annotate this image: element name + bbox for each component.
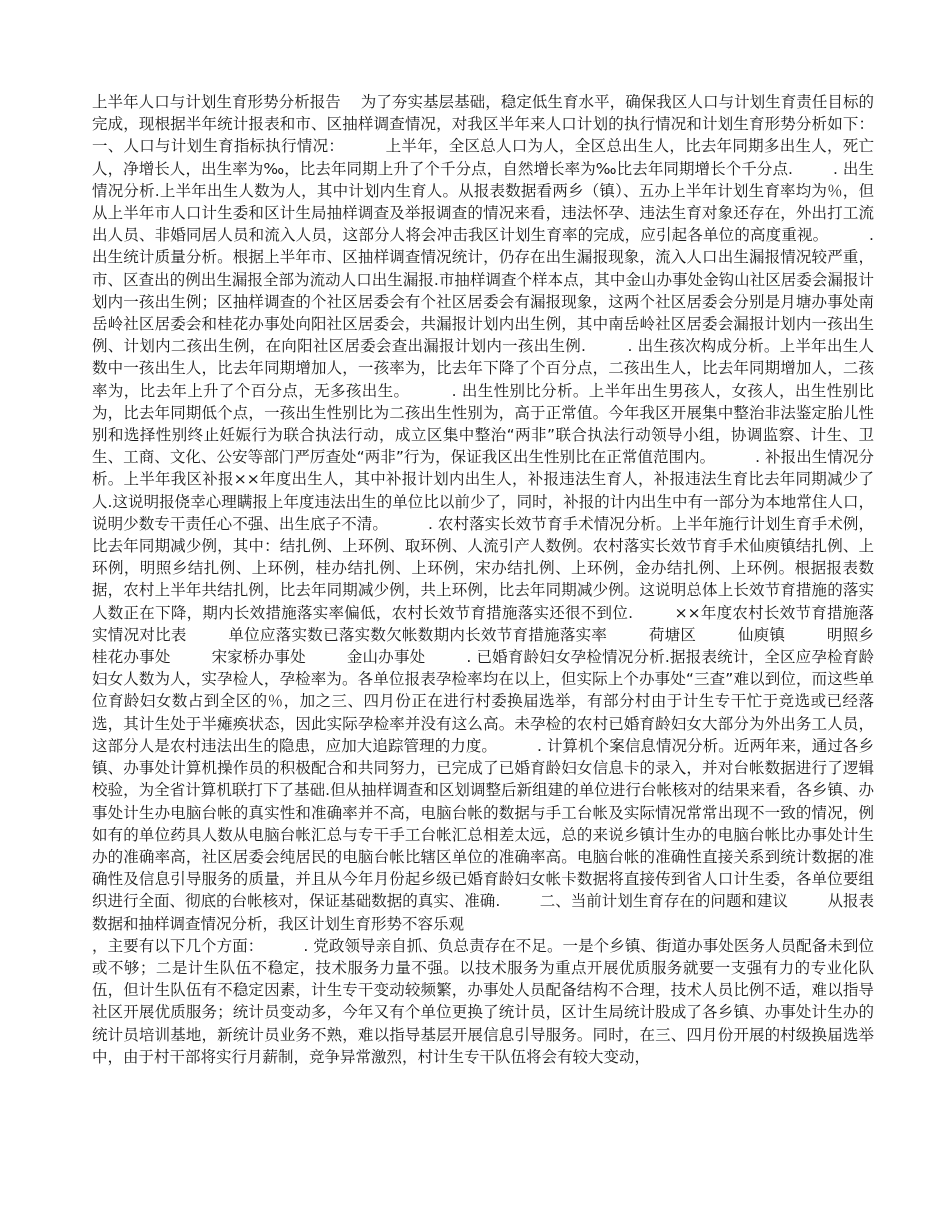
body-paragraph: 上半年人口与计划生育形势分析报告 为了夯实基层基础，稳定低生育水平，确保我区人口与计划生育责任目标的完成，现根据半年统计报表和市、区抽样调查情况，对我区半年来人口计划的执行情况和计划生育形势分析如下： 一、人口与计划生育指标执行情况： 上半年，全区总人口为人，全区总出生人，比去年同期多出生人，死亡人，净增长人，出生率为‰，比去年同期上升了个千分点，自然增长率为‰比去年同期增长个千分点. . 出生情况分析.上半年出生人数为人，其中计划内生育人。从报表数据看两乡（镇）、五办上半年计划生育率均为％，但从上半年市人口计生委和区计生局抽样调查及举报调查的情况来看，违法怀孕、违法生育对象还存在，外出打工流出人员、非婚同居人员和流入人员，这部分人将会冲击我区计划生育率的完成，应引起各单位的高度重视。 . 出生统计质量分析。根据上半年市、区抽样调查情况统计，仍存在出生漏报现象，流入人口出生漏报情况较严重，市、区查出的例出生漏报全部为流动人口出生漏报.市抽样调查个样本点，其中金山办事处金钩山社区居委会漏报计划内一孩出生例；区抽样调查的个社区居委会有个社区居委会有漏报现象，这两个社区居委会分别是月塘办事处南岳岭社区居委会和桂花办事处向阳社区居委会，共漏报计划内出生例，其中南岳岭社区居委会漏报计划内一孩出生例、计划内二孩出生例，在向阳社区居委会查出漏报计划内一孩出生例. . 出生孩次构成分析。上半年出生人数中一孩出生人，比去年同期增加人，一孩率为，比去年下降了个百分点，二孩出生人，比去年同期增加人，二孩率为，比去年上升了个百分点，无多孩出生。 . 出生性别比分析。上半年出生男孩人，女孩人，出生性别比为，比去年同期低个点，一孩出生性别比为二孩出生性别为，高于正常值。今年我区开展集中整治非法鉴定胎儿性别和选择性别终止妊娠行为联合执法行动，成立区集中整治“两非”联合执法行动领导小组，协调监察、计生、卫生、工商、文化、公安等部门严厉查处“两非”行为，保证我区出生性别比在正常值范围内。 . 补报出生情况分析。上半年我区补报××年度出生人，其中补报计划内出生人，补报违法生育人，补报违法生育比去年同期减少了人.这说明报侥幸心理瞒报上年度违法出生的单位比以前少了，同时，补报的计内出生中有一部分为本地常住人口，说明少数专干责任心不强、出生底子不清。 . 农村落实长效节育手术情况分析。上半年施行计划生育手术例，比去年同期减少例，其中：结扎例、上环例、取环例、人流引产人数例。农村落实长效节育手术仙庾镇结扎例、上环例，明照乡结扎例、上环例，桂办结扎例、上环例，宋办结扎例、上环例，金办结扎例、上环例。根据报表数据，农村上半年共结扎例，比去年同期减少例，共上环例，比去年同期减少例。这说明总体上长效节育措施的落实人数正在下降，期内长效措施落实率偏低，农村长效节育措施落实还很不到位. ××年度农村长效节育措施落实情况对比表 单位应落实数已落实数欠帐数期内长效节育措施落实率 荷塘区 仙庾镇 明照乡 桂花办事处 宋家桥办事处 金山办事处 . 已婚育龄妇女孕检情况分析.据报表统计，全区应孕检育龄妇女人数为人，实孕检人，孕检率为。各单位报表孕检率均在以上，但实际上个办事处“三查”难以到位，而这些单位育龄妇女数占到全区的％，加之三、四月份正在进行村委换届选举，有部分村由于计生专干忙于竞选或已经落选，其计生处于半瘫痪状态，因此实际孕检率并没有这么高。未孕检的农村已婚育龄妇女大部分为外出务工人员，这部分人是农村违法出生的隐患，应加大追踪管理的力度。 . 计算机个案信息情况分析。近两年来，通过各乡镇、办事处计算机操作员的积极配合和共同努力，已完成了已婚育龄妇女信息卡的录入，并对台帐数据进行了逻辑校验，为全省计算机联打下了基础.但从抽样调查和区划调整后新组建的单位进行台帐核对的结果来看，各乡镇、办事处计生办电脑台帐的真实性和准确率并不高，电脑台帐的数据与手工台帐及实际情况常常出现不一致的情况，例如有的单位药具人数从电脑台帐汇总与专干手工台帐汇总相差太远，总的来说乡镇计生办的电脑台帐比办事处计生办的准确率高，社区居委会纯居民的电脑台帐比辖区单位的准确率高。电脑台帐的准确性直接关系到统计数据的准确性及信息引导服务的质量，并且从今年月份起乡级已婚育龄妇女帐卡数据将直接传到省人口计生委，各单位要组织进行全面、彻底的台帐核对，保证基础数据的真实、准确. 二、当前计划生育存在的问题和建议 从报表数据和抽样调查情况分析，我区计划生育形势不容乐观 [92, 93, 914, 933]
body-paragraph: ，主要有以下几个方面： . 党政领导亲自抓、负总责存在不足。一是个乡镇、街道办事处医务人员配备未到位或不够；二是计生队伍不稳定，技术服务力量不强。以技术服务为重点开展优质服务就要一支强有力的专业化队伍，但计生队伍有不稳定因素，计生专干变动较频繁，办事处人员配备结构不合理，技术人员比例不适，难以指导社区开展优质服务；统计员变动多，今年又有个单位更换了统计员，区计生局统计股成了各乡镇、办事处计生办的统计员培训基地，新统计员业务不熟，难以指导基层开展信息引导服务。同时，在三、四月份开展的村级换届选举中，由于村干部将实行月薪制，竞争异常激烈，村计生专干队伍将会有较大变动， [92, 936, 874, 1066]
document-page [92, 91, 914, 1068]
